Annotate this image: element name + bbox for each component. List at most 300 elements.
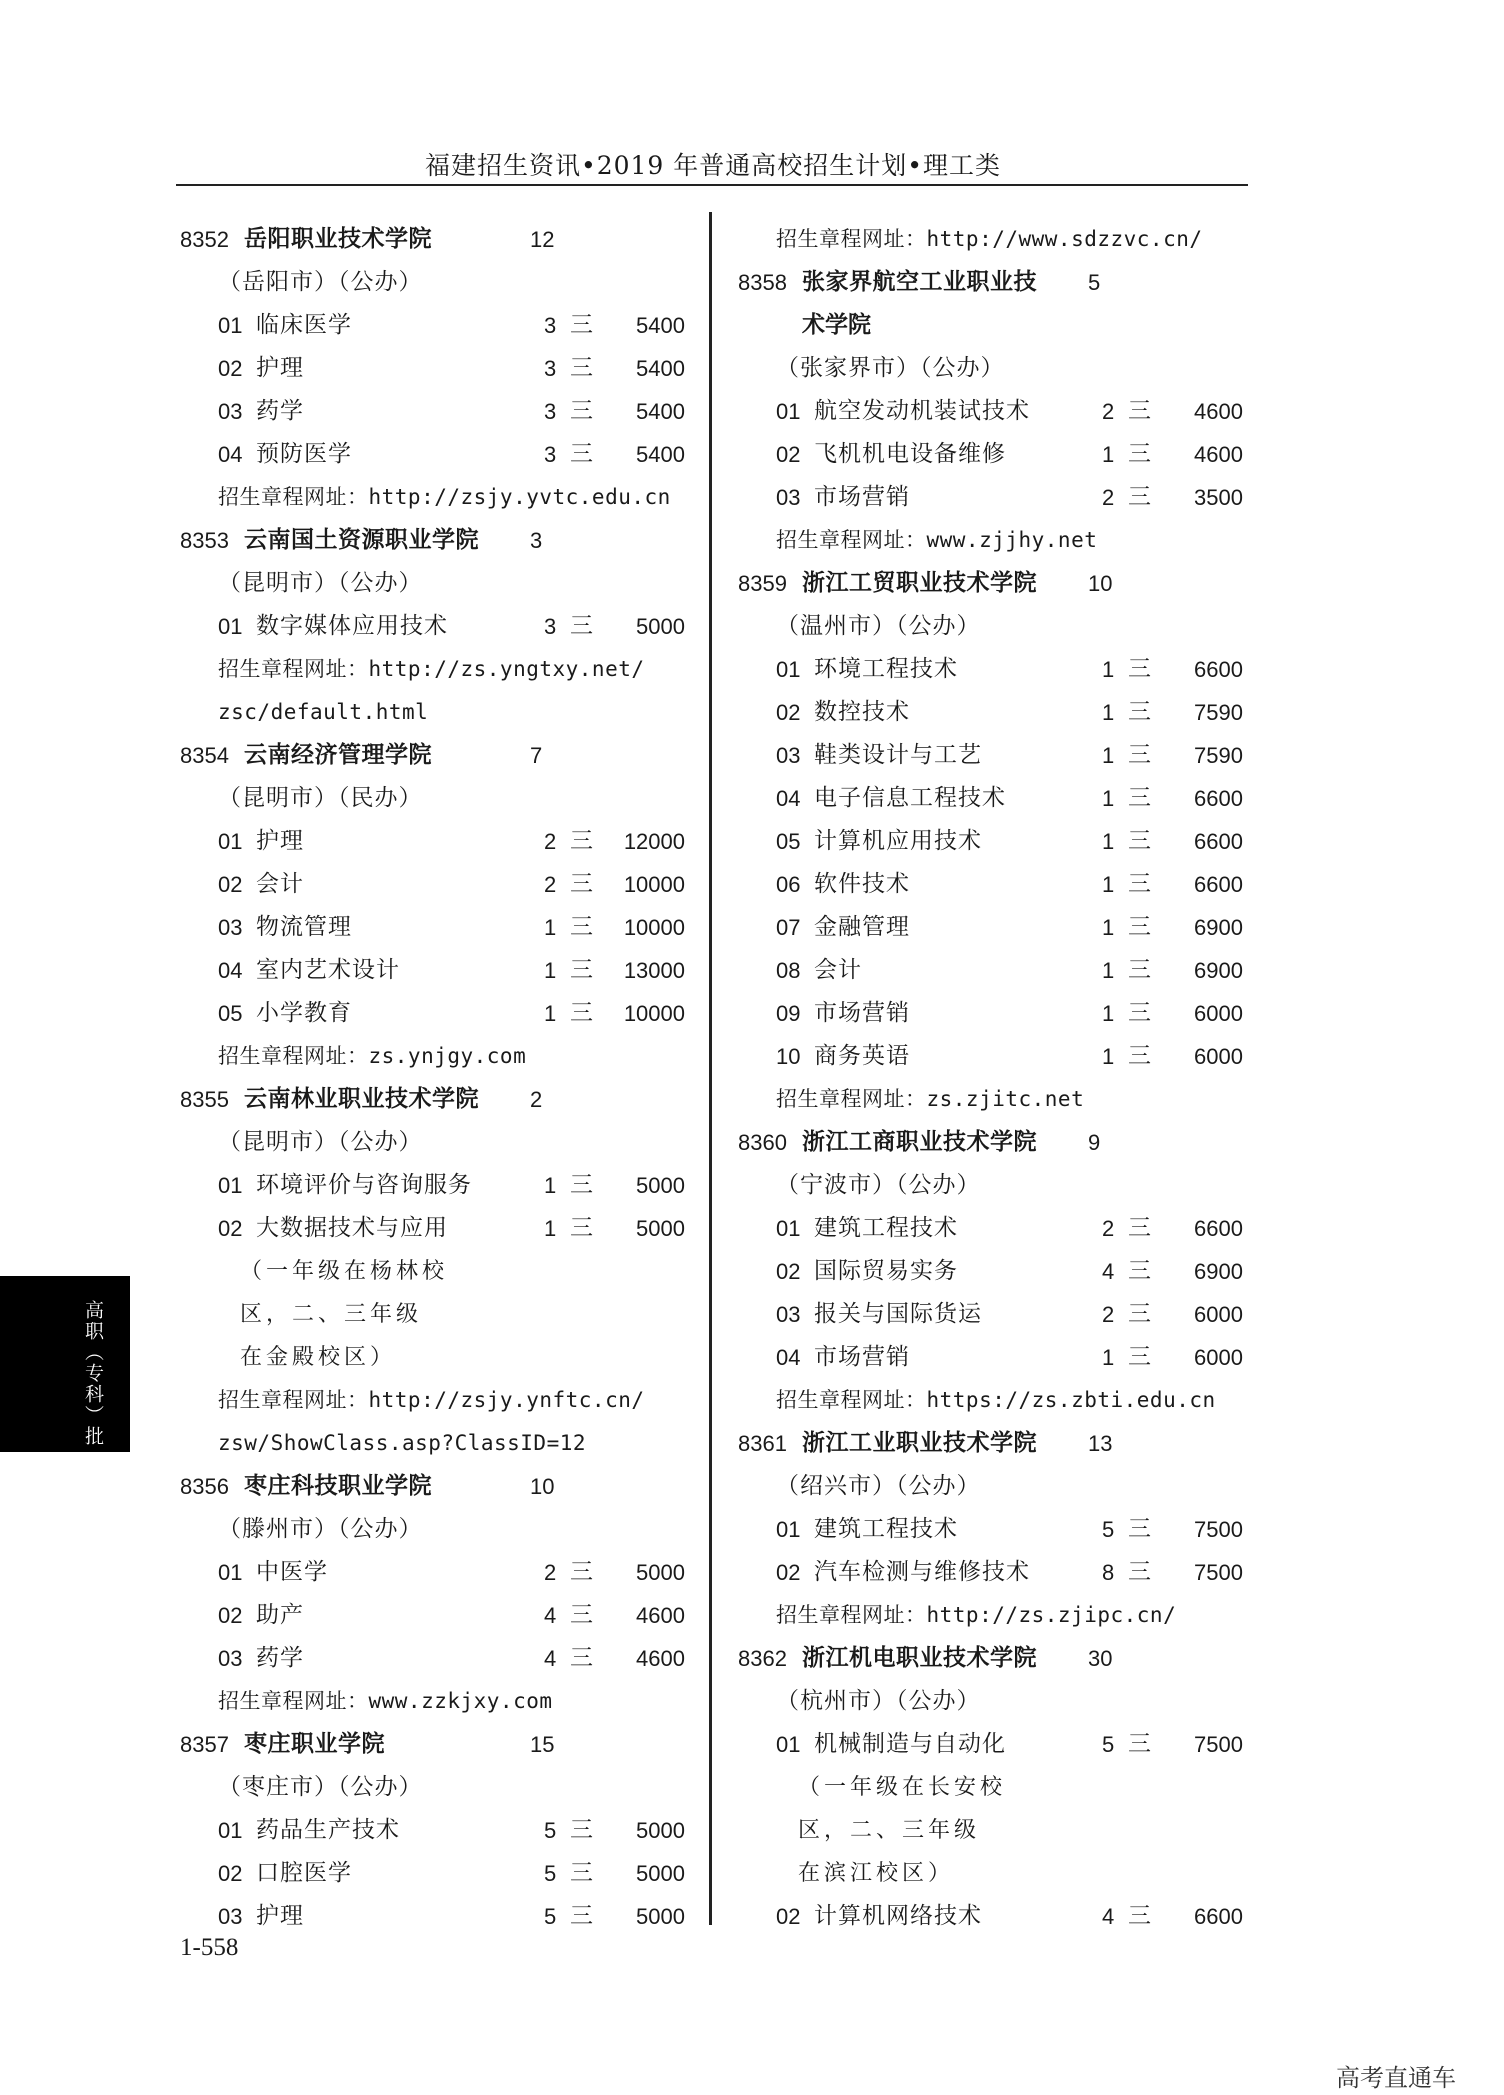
- program-fee: 7500: [1194, 1732, 1243, 1757]
- admission-url: 招生章程网址：zs.zjitc.net: [776, 1087, 1085, 1111]
- program-years: 三: [570, 1903, 593, 1929]
- program-quota: 1: [1102, 829, 1115, 854]
- program-code: 01: [776, 399, 801, 424]
- program-years: 三: [1128, 1000, 1151, 1026]
- program-years: 三: [1128, 785, 1151, 811]
- school-name: 浙江工业职业技术学院: [802, 1430, 1037, 1456]
- program-name: 大数据技术与应用: [256, 1215, 448, 1241]
- program-row: [738, 863, 1243, 906]
- program-fee: 10000: [623, 915, 685, 940]
- program-fee: 5400: [636, 356, 685, 381]
- program-code: 03: [218, 399, 243, 424]
- program-quota: 1: [1102, 1001, 1115, 1026]
- program-fee: 4600: [636, 1646, 685, 1671]
- program-fee: 6000: [1194, 1302, 1243, 1327]
- program-fee: 6600: [1194, 872, 1243, 897]
- program-row: [738, 734, 1243, 777]
- program-fee: 6900: [1194, 1259, 1243, 1284]
- program-name: 物流管理: [256, 914, 352, 940]
- program-years: 三: [1128, 957, 1151, 983]
- program-quota: 4: [544, 1603, 557, 1628]
- admission-url: 招生章程网址：www.zjjhy.net: [776, 528, 1098, 552]
- program-name: 飞机机电设备维修: [814, 441, 1006, 467]
- school-name: 岳阳职业技术学院: [244, 226, 432, 252]
- program-quota: 2: [1102, 1216, 1115, 1241]
- school-code: 8361: [738, 1431, 787, 1456]
- program-quota: 4: [1102, 1904, 1115, 1929]
- program-fee: 6900: [1194, 915, 1243, 940]
- program-row: [738, 1293, 1243, 1336]
- program-quota: 1: [1102, 786, 1115, 811]
- program-quota: 3: [544, 313, 557, 338]
- school-quota: 2: [530, 1087, 543, 1112]
- school-quota: 5: [1088, 270, 1101, 295]
- school-entry: [180, 218, 685, 261]
- program-years: 三: [570, 312, 593, 338]
- program-fee: 5000: [636, 614, 685, 639]
- school-name: 云南林业职业技术学院: [244, 1086, 479, 1112]
- school-name-continued: 术学院: [802, 312, 871, 338]
- program-row: [180, 605, 685, 648]
- program-quota: 1: [1102, 1044, 1115, 1069]
- program-fee: 6600: [1194, 1216, 1243, 1241]
- school-name: 浙江机电职业技术学院: [802, 1645, 1037, 1671]
- program-row: [738, 1723, 1243, 1766]
- admission-url: zsc/default.html: [218, 700, 429, 724]
- program-code: 07: [776, 915, 801, 940]
- program-years: 三: [1128, 656, 1151, 682]
- program-row: [738, 949, 1243, 992]
- program-quota: 1: [544, 958, 557, 983]
- program-row: [180, 304, 685, 347]
- program-note: 在金殿校区）: [240, 1345, 397, 1370]
- program-fee: 6600: [1194, 1904, 1243, 1929]
- program-row: [180, 1809, 685, 1852]
- program-fee: 10000: [623, 872, 685, 897]
- school-quota: 13: [1088, 1431, 1113, 1456]
- program-quota: 1: [1102, 442, 1115, 467]
- admission-url: 招生章程网址：http://zs.zjipc.cn/: [776, 1603, 1177, 1627]
- program-fee: 5400: [636, 442, 685, 467]
- program-row: [738, 1250, 1243, 1293]
- program-years: 三: [1128, 914, 1151, 940]
- program-quota: 8: [1102, 1560, 1115, 1585]
- program-code: 01: [776, 1732, 801, 1757]
- program-row: [180, 347, 685, 390]
- program-code: 03: [776, 485, 801, 510]
- program-name: 药品生产技术: [256, 1817, 400, 1843]
- school-location: （张家界市）（公办）: [776, 355, 1005, 381]
- program-years: 三: [1128, 398, 1151, 424]
- program-years: 三: [1128, 1731, 1151, 1757]
- program-row: [180, 1551, 685, 1594]
- program-quota: 1: [1102, 700, 1115, 725]
- program-years: 三: [1128, 1344, 1151, 1370]
- program-years: 三: [1128, 1258, 1151, 1284]
- program-row: [738, 992, 1243, 1035]
- program-row: [738, 433, 1243, 476]
- program-name: 市场营销: [814, 484, 910, 510]
- admission-url: 招生章程网址：http://zsjy.yvtc.edu.cn: [218, 485, 671, 509]
- program-row: [738, 390, 1243, 433]
- program-row: [180, 1895, 685, 1938]
- program-quota: 3: [544, 399, 557, 424]
- program-row: [180, 863, 685, 906]
- right-column: [738, 218, 1243, 1938]
- program-quota: 1: [1102, 872, 1115, 897]
- program-years: 三: [570, 613, 593, 639]
- school-entry: [180, 1465, 685, 1508]
- program-row: [180, 1594, 685, 1637]
- school-quota: 10: [530, 1474, 555, 1499]
- program-quota: 2: [1102, 399, 1115, 424]
- admission-url: 招生章程网址：https://zs.zbti.edu.cn: [776, 1388, 1216, 1412]
- program-row: [180, 1207, 685, 1250]
- program-years: 三: [570, 957, 593, 983]
- program-code: 01: [218, 614, 243, 639]
- admission-url: 招生章程网址：http://www.sdzzvc.cn/: [776, 227, 1203, 251]
- program-code: 09: [776, 1001, 801, 1026]
- program-name: 室内艺术设计: [256, 957, 400, 983]
- program-quota: 1: [1102, 743, 1115, 768]
- admission-url: 招生章程网址：http://zs.yngtxy.net/: [218, 657, 645, 681]
- program-quota: 1: [544, 1216, 557, 1241]
- program-row: [738, 1336, 1243, 1379]
- program-quota: 1: [1102, 915, 1115, 940]
- program-name: 药学: [256, 398, 304, 424]
- program-row: [738, 476, 1243, 519]
- program-years: 三: [570, 1817, 593, 1843]
- program-name: 建筑工程技术: [814, 1516, 958, 1542]
- program-years: 三: [570, 1645, 593, 1671]
- school-name: 云南经济管理学院: [244, 742, 432, 768]
- program-code: 04: [776, 1345, 801, 1370]
- school-quota: 12: [530, 227, 555, 252]
- program-quota: 1: [544, 1173, 557, 1198]
- school-name: 云南国土资源职业学院: [244, 527, 479, 553]
- program-code: 01: [776, 1216, 801, 1241]
- program-name: 药学: [256, 1645, 304, 1671]
- program-code: 01: [776, 657, 801, 682]
- school-code: 8353: [180, 528, 229, 553]
- admission-url: 招生章程网址：www.zzkjxy.com: [218, 1689, 553, 1713]
- program-code: 02: [218, 356, 243, 381]
- program-name: 汽车检测与维修技术: [814, 1559, 1030, 1585]
- program-fee: 4600: [1194, 442, 1243, 467]
- school-name: 浙江工贸职业技术学院: [802, 570, 1037, 596]
- program-years: 三: [1128, 1559, 1151, 1585]
- program-years: 三: [570, 914, 593, 940]
- school-code: 8352: [180, 227, 229, 252]
- program-years: 三: [570, 1602, 593, 1628]
- school-code: 8360: [738, 1130, 787, 1155]
- program-quota: 3: [544, 356, 557, 381]
- program-name: 中医学: [256, 1559, 328, 1585]
- program-fee: 5000: [636, 1818, 685, 1843]
- program-row: [738, 1207, 1243, 1250]
- program-fee: 6000: [1194, 1345, 1243, 1370]
- program-quota: 3: [544, 614, 557, 639]
- school-code: 8357: [180, 1732, 229, 1757]
- program-name: 计算机网络技术: [814, 1903, 982, 1929]
- school-entry: [738, 261, 1243, 304]
- program-quota: 5: [544, 1861, 557, 1886]
- program-name: 数控技术: [814, 699, 910, 725]
- program-code: 05: [776, 829, 801, 854]
- program-note: 在滨江校区）: [798, 1861, 955, 1886]
- program-row: [738, 777, 1243, 820]
- program-fee: 12000: [623, 829, 685, 854]
- school-code: 8355: [180, 1087, 229, 1112]
- program-row: [180, 906, 685, 949]
- program-code: 06: [776, 872, 801, 897]
- school-location: （绍兴市）（公办）: [776, 1473, 981, 1499]
- program-name: 小学教育: [256, 1000, 352, 1026]
- program-code: 05: [218, 1001, 243, 1026]
- program-fee: 5000: [636, 1216, 685, 1241]
- program-row: [180, 992, 685, 1035]
- program-fee: 6900: [1194, 958, 1243, 983]
- program-years: 三: [1128, 441, 1151, 467]
- program-years: 三: [1128, 1903, 1151, 1929]
- program-fee: 10000: [623, 1001, 685, 1026]
- school-location: （昆明市）（民办）: [218, 785, 423, 811]
- admission-url: 招生章程网址：http://zsjy.ynftc.cn/: [218, 1388, 645, 1412]
- program-note: （一年级在长安校: [798, 1775, 1007, 1800]
- school-entry: [180, 1723, 685, 1766]
- program-name: 口腔医学: [256, 1860, 352, 1886]
- program-years: 三: [1128, 699, 1151, 725]
- program-code: 02: [218, 1603, 243, 1628]
- program-years: 三: [570, 1000, 593, 1026]
- program-fee: 6000: [1194, 1044, 1243, 1069]
- program-row: [738, 820, 1243, 863]
- program-fee: 4600: [636, 1603, 685, 1628]
- program-code: 01: [218, 829, 243, 854]
- program-fee: 6000: [1194, 1001, 1243, 1026]
- program-years: 三: [570, 398, 593, 424]
- program-code: 03: [218, 915, 243, 940]
- school-quota: 9: [1088, 1130, 1101, 1155]
- program-code: 04: [218, 958, 243, 983]
- program-name: 报关与国际货运: [814, 1301, 982, 1327]
- program-code: 08: [776, 958, 801, 983]
- program-row: [180, 949, 685, 992]
- school-quota: 15: [530, 1732, 555, 1757]
- program-name: 环境工程技术: [814, 656, 958, 682]
- program-name: 市场营销: [814, 1344, 910, 1370]
- school-code: 8356: [180, 1474, 229, 1499]
- program-years: 三: [1128, 1301, 1151, 1327]
- program-quota: 1: [544, 1001, 557, 1026]
- program-years: 三: [570, 871, 593, 897]
- school-code: 8358: [738, 270, 787, 295]
- program-name: 预防医学: [256, 441, 352, 467]
- admission-url: 招生章程网址：zs.ynjgy.com: [218, 1044, 527, 1068]
- program-code: 02: [218, 1216, 243, 1241]
- program-row: [180, 390, 685, 433]
- program-name: 软件技术: [814, 871, 910, 897]
- school-quota: 30: [1088, 1646, 1113, 1671]
- left-column: [180, 218, 685, 1938]
- program-name: 商务英语: [814, 1043, 910, 1069]
- program-years: 三: [1128, 1043, 1151, 1069]
- program-name: 国际贸易实务: [814, 1258, 958, 1284]
- program-code: 01: [218, 1818, 243, 1843]
- program-name: 护理: [256, 828, 304, 854]
- program-fee: 7590: [1194, 700, 1243, 725]
- school-entry: [738, 1637, 1243, 1680]
- program-code: 02: [776, 700, 801, 725]
- school-location: （枣庄市）（公办）: [218, 1774, 423, 1800]
- page-header-title: 福建招生资讯•2019 年普通高校招生计划•理工类: [424, 151, 1002, 180]
- school-location: （杭州市）（公办）: [776, 1688, 981, 1714]
- program-name: 金融管理: [814, 914, 910, 940]
- program-code: 02: [218, 872, 243, 897]
- program-years: 三: [1128, 484, 1151, 510]
- program-row: [738, 648, 1243, 691]
- program-row: [738, 1895, 1243, 1938]
- program-name: 计算机应用技术: [814, 828, 982, 854]
- program-row: [180, 433, 685, 476]
- program-code: 01: [776, 1517, 801, 1542]
- program-fee: 5000: [636, 1861, 685, 1886]
- program-years: 三: [570, 828, 593, 854]
- program-fee: 7500: [1194, 1560, 1243, 1585]
- section-side-tab: [0, 1276, 130, 1452]
- program-quota: 5: [1102, 1732, 1115, 1757]
- school-quota: 3: [530, 528, 543, 553]
- school-location: （滕州市）（公办）: [218, 1516, 423, 1542]
- school-quota: 10: [1088, 571, 1113, 596]
- page-number: 1-558: [180, 1934, 239, 1961]
- program-quota: 2: [544, 1560, 557, 1585]
- program-name: 助产: [256, 1602, 304, 1628]
- school-location: （昆明市）（公办）: [218, 1129, 423, 1155]
- program-row: [180, 1637, 685, 1680]
- program-quota: 4: [544, 1646, 557, 1671]
- program-fee: 5000: [636, 1904, 685, 1929]
- program-years: 三: [570, 441, 593, 467]
- program-code: 02: [776, 442, 801, 467]
- school-quota: 7: [530, 743, 543, 768]
- program-years: 三: [570, 1215, 593, 1241]
- header-rule: [176, 184, 1248, 186]
- program-name: 会计: [256, 871, 304, 897]
- program-code: 02: [776, 1560, 801, 1585]
- school-code: 8354: [180, 743, 229, 768]
- school-code: 8359: [738, 571, 787, 596]
- program-fee: 5400: [636, 313, 685, 338]
- program-name: 护理: [256, 1903, 304, 1929]
- school-entry: [180, 519, 685, 562]
- program-years: 三: [1128, 1516, 1151, 1542]
- program-fee: 13000: [623, 958, 685, 983]
- program-code: 01: [218, 1173, 243, 1198]
- school-location: （宁波市）（公办）: [776, 1172, 981, 1198]
- program-fee: 6600: [1194, 829, 1243, 854]
- program-quota: 2: [1102, 1302, 1115, 1327]
- program-row: [180, 820, 685, 863]
- program-fee: 3500: [1194, 485, 1243, 510]
- program-years: 三: [1128, 828, 1151, 854]
- program-fee: 4600: [1194, 399, 1243, 424]
- program-row: [738, 1035, 1243, 1078]
- side-tab-label: 高职（专科）批: [82, 1300, 104, 1447]
- program-years: 三: [1128, 1215, 1151, 1241]
- program-code: 03: [218, 1646, 243, 1671]
- program-quota: 2: [544, 829, 557, 854]
- program-name: 建筑工程技术: [814, 1215, 958, 1241]
- program-row: [738, 1508, 1243, 1551]
- program-code: 03: [218, 1904, 243, 1929]
- program-quota: 5: [544, 1904, 557, 1929]
- program-row: [738, 1551, 1243, 1594]
- program-quota: 4: [1102, 1259, 1115, 1284]
- school-entry: [738, 1121, 1243, 1164]
- program-name: 机械制造与自动化: [814, 1731, 1006, 1757]
- program-name: 电子信息工程技术: [814, 785, 1006, 811]
- school-location: （岳阳市）（公办）: [218, 269, 423, 295]
- column-divider: [709, 212, 712, 1925]
- program-code: 04: [776, 786, 801, 811]
- program-years: 三: [1128, 742, 1151, 768]
- program-name: 数字媒体应用技术: [256, 613, 448, 639]
- program-fee: 7590: [1194, 743, 1243, 768]
- program-years: 三: [570, 1172, 593, 1198]
- program-name: 护理: [256, 355, 304, 381]
- program-quota: 1: [544, 915, 557, 940]
- program-fee: 6600: [1194, 657, 1243, 682]
- watermark: 高考直通车: [1336, 2064, 1456, 2092]
- school-name: 浙江工商职业技术学院: [802, 1129, 1037, 1155]
- program-name: 临床医学: [256, 312, 352, 338]
- program-fee: 6600: [1194, 786, 1243, 811]
- school-location: （昆明市）（公办）: [218, 570, 423, 596]
- program-name: 会计: [814, 957, 862, 983]
- program-code: 03: [776, 1302, 801, 1327]
- program-name: 环境评价与咨询服务: [256, 1172, 472, 1198]
- program-row: [180, 1852, 685, 1895]
- school-name: 枣庄职业学院: [244, 1731, 385, 1757]
- program-quota: 1: [1102, 958, 1115, 983]
- program-fee: 7500: [1194, 1517, 1243, 1542]
- program-note: （一年级在杨林校: [240, 1259, 449, 1284]
- program-fee: 5000: [636, 1560, 685, 1585]
- program-code: 10: [776, 1044, 801, 1069]
- school-entry: [180, 1078, 685, 1121]
- school-location: （温州市）（公办）: [776, 613, 981, 639]
- program-years: 三: [570, 1559, 593, 1585]
- program-quota: 3: [544, 442, 557, 467]
- school-entry: [738, 562, 1243, 605]
- program-code: 04: [218, 442, 243, 467]
- program-note: 区，二、三年级: [798, 1818, 981, 1843]
- program-quota: 1: [1102, 657, 1115, 682]
- program-years: 三: [1128, 871, 1151, 897]
- program-fee: 5000: [636, 1173, 685, 1198]
- program-quota: 2: [544, 872, 557, 897]
- school-code: 8362: [738, 1646, 787, 1671]
- program-code: 02: [776, 1259, 801, 1284]
- program-row: [180, 1164, 685, 1207]
- program-code: 02: [776, 1904, 801, 1929]
- program-name: 航空发动机装试技术: [814, 398, 1030, 424]
- school-name: 张家界航空工业职业技: [802, 269, 1037, 295]
- program-row: [738, 906, 1243, 949]
- program-name: 鞋类设计与工艺: [814, 742, 982, 768]
- program-quota: 5: [1102, 1517, 1115, 1542]
